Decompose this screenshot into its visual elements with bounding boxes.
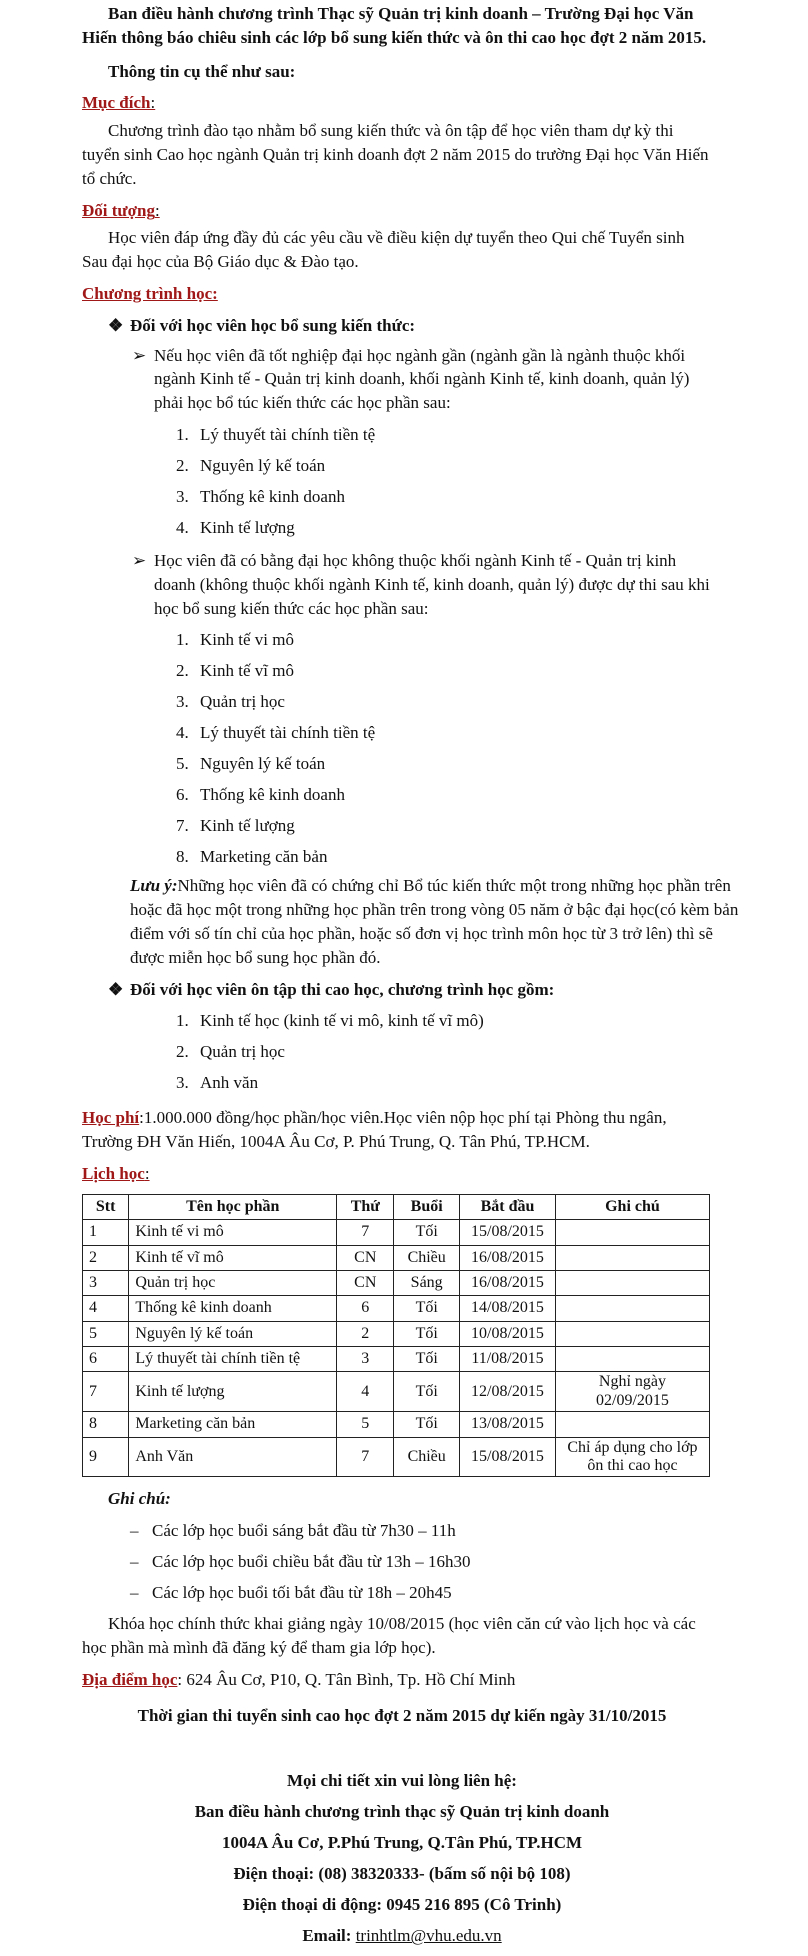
start-date-cell: 10/08/2015 bbox=[460, 1321, 556, 1346]
list-item-label: Quản trị học bbox=[200, 1042, 285, 1062]
note-cell bbox=[555, 1245, 709, 1270]
list-item-label: Nguyên lý kế toán bbox=[200, 455, 326, 475]
contact-intro: Mọi chi tiết xin vui lòng liên hệ: bbox=[287, 1771, 517, 1791]
list-item-number: 1. bbox=[176, 630, 189, 650]
course-name-cell: Lý thuyết tài chính tiền tệ bbox=[129, 1347, 337, 1372]
audience-heading: Đối tượng: bbox=[82, 200, 160, 220]
group1-description: ➢ Nếu học viên đã tốt nghiệp đại học ngành gần (ngành gần là ngành thuộc khối ngành Kinh tế - Quản trị kinh doanh, khối ngành Kinh tế, kinh doanh, quản lý) phải học bổ túc kiến thức các học phần sau: bbox=[82, 344, 718, 415]
email-link[interactable]: trinhtlm@vhu.edu.vn bbox=[355, 1926, 502, 1946]
day-cell: 5 bbox=[337, 1412, 394, 1437]
table-header-cell: Ghi chú bbox=[555, 1194, 709, 1219]
table-row bbox=[83, 1372, 710, 1412]
schedule-heading: Lịch học: bbox=[82, 1163, 150, 1183]
intro-paragraph: Ban điều hành chương trình Thạc sỹ Quản trị kinh doanh – Trường Đại học Văn Hiến thông báo chiêu sinh các lớp bổ sung kiến thức và ôn thi cao học đợt 2 năm 2015. bbox=[82, 4, 707, 47]
table-row bbox=[83, 1412, 710, 1437]
stt-cell: 2 bbox=[83, 1245, 129, 1270]
list-item-number: 1. bbox=[176, 424, 189, 444]
contact-block bbox=[82, 1765, 808, 1951]
session-cell: Tối bbox=[394, 1412, 460, 1437]
day-cell: 3 bbox=[337, 1347, 394, 1372]
table-row bbox=[83, 1437, 710, 1477]
list-item-number: 2. bbox=[176, 455, 189, 475]
note-cell: Nghỉ ngày 02/09/2015 bbox=[555, 1372, 709, 1412]
day-cell: 7 bbox=[337, 1437, 394, 1477]
purpose-heading: Mục đích: bbox=[82, 93, 156, 113]
note-cell bbox=[555, 1321, 709, 1346]
course-name-cell: Thống kê kinh doanh bbox=[129, 1296, 337, 1321]
list-item-number: 2. bbox=[176, 661, 189, 681]
table-row bbox=[83, 1321, 710, 1346]
list-item-label: Thống kê kinh doanh bbox=[200, 785, 345, 805]
list-item bbox=[176, 717, 808, 748]
note-cell bbox=[555, 1270, 709, 1295]
schedule-table bbox=[82, 1194, 710, 1478]
audience-text: Học viên đáp ứng đầy đủ các yêu cầu về điều kiện dự tuyển theo Qui chế Tuyển sinh Sau đại học của Bộ Giáo dục & Đào tạo. bbox=[82, 228, 685, 272]
table-header-cell: Buổi bbox=[394, 1194, 460, 1219]
diamond-bullet-icon: ❖ bbox=[108, 315, 124, 335]
contact-phone: Điện thoại: (08) 38320333- (bấm số nội bộ 108) bbox=[233, 1864, 571, 1884]
start-date-cell: 11/08/2015 bbox=[460, 1347, 556, 1372]
course-name-cell: Kinh tế vĩ mô bbox=[129, 1245, 337, 1270]
list-item bbox=[176, 686, 808, 717]
arrow-bullet-icon: ➢ bbox=[132, 345, 147, 365]
course-name-cell: Anh Văn bbox=[129, 1437, 337, 1477]
table-header-cell: Tên học phần bbox=[129, 1194, 337, 1219]
list-item bbox=[176, 810, 808, 841]
stt-cell: 5 bbox=[83, 1321, 129, 1346]
day-cell: 4 bbox=[337, 1372, 394, 1412]
list-item bbox=[176, 1005, 808, 1036]
session-cell: Tối bbox=[394, 1347, 460, 1372]
program-heading: Chương trình học: bbox=[82, 283, 218, 303]
table-header-cell: Thứ bbox=[337, 1194, 394, 1219]
note-cell bbox=[555, 1296, 709, 1321]
document-page bbox=[0, 2, 808, 1951]
fee-paragraph: Học phí:1.000.000 đồng/học phần/học viên.Học viên nộp học phí tại Phòng thu ngân, Trường ĐH Văn Hiến, 1004A Âu Cơ, P. Phú Trung, Q. Tân Phú, TP.HCM. bbox=[82, 1108, 667, 1152]
stt-cell: 7 bbox=[83, 1372, 129, 1412]
list-item-number: 7. bbox=[176, 816, 189, 836]
list-item bbox=[176, 450, 808, 481]
supplement-section-title: ❖ Đối với học viên học bổ sung kiến thức: bbox=[82, 314, 808, 338]
list-item bbox=[176, 1036, 808, 1067]
session-notes-list bbox=[82, 1515, 808, 1608]
list-item bbox=[176, 748, 808, 779]
session-cell: Tối bbox=[394, 1372, 460, 1412]
course-name-cell: Marketing căn bản bbox=[129, 1412, 337, 1437]
list-item bbox=[176, 655, 808, 686]
table-header-row bbox=[83, 1194, 710, 1219]
table-row bbox=[83, 1245, 710, 1270]
day-cell: CN bbox=[337, 1270, 394, 1295]
note-cell bbox=[555, 1347, 709, 1372]
list-item-number: 3. bbox=[176, 486, 189, 506]
opening-paragraph: Khóa học chính thức khai giảng ngày 10/08/2015 (học viên căn cứ vào lịch học và các học phần mà mình đã đăng ký để tham gia lớp học). bbox=[82, 1614, 696, 1657]
contact-email-line: Email: trinhtlm@vhu.edu.vn bbox=[302, 1926, 502, 1946]
list-item bbox=[130, 1546, 808, 1577]
start-date-cell: 14/08/2015 bbox=[460, 1296, 556, 1321]
session-cell: Chiều bbox=[394, 1245, 460, 1270]
list-item-label: Kinh tế vĩ mô bbox=[200, 661, 294, 681]
session-cell: Tối bbox=[394, 1220, 460, 1245]
location-paragraph: Địa điểm học: 624 Âu Cơ, P10, Q. Tân Bình, Tp. Hồ Chí Minh bbox=[82, 1669, 516, 1689]
list-item-number: 6. bbox=[176, 785, 189, 805]
start-date-cell: 15/08/2015 bbox=[460, 1437, 556, 1477]
session-cell: Tối bbox=[394, 1321, 460, 1346]
course-name-cell: Kinh tế vi mô bbox=[129, 1220, 337, 1245]
list-item-number: 5. bbox=[176, 754, 189, 774]
exemption-note: Lưu ý:Những học viên đã có chứng chỉ Bổ túc kiến thức một trong những học phần trên hoặc đã học một trong những học phần trên trong vòng 05 năm ở bậc đại học(có kèm bản điểm với số tín chỉ của học phần, hoặc số đơn vị học trình môn học từ 3 trở lên) thì sẽ được miễn học bổ sung học phần đó. bbox=[130, 876, 739, 967]
list-item-number: 4. bbox=[176, 517, 189, 537]
dash-bullet-icon: – bbox=[130, 1583, 139, 1603]
list-item bbox=[176, 481, 808, 512]
list-item bbox=[130, 1577, 808, 1608]
table-header-cell: Stt bbox=[83, 1194, 129, 1219]
session-cell: Chiều bbox=[394, 1437, 460, 1477]
list-item-label: Anh văn bbox=[200, 1073, 259, 1093]
list-item-number: 2. bbox=[176, 1042, 189, 1062]
list-item bbox=[176, 624, 808, 655]
table-row bbox=[83, 1347, 710, 1372]
stt-cell: 8 bbox=[83, 1412, 129, 1437]
contact-address: 1004A Âu Cơ, P.Phú Trung, Q.Tân Phú, TP.HCM bbox=[221, 1833, 583, 1853]
list-item-number: 4. bbox=[176, 723, 189, 743]
review-section-title: ❖ Đối với học viên ôn tập thi cao học, chương trình học gồm: bbox=[82, 978, 808, 1002]
course-name-cell: Kinh tế lượng bbox=[129, 1372, 337, 1412]
list-item bbox=[176, 841, 808, 872]
course-name-cell: Quản trị học bbox=[129, 1270, 337, 1295]
exam-date: Thời gian thi tuyển sinh cao học đợt 2 năm 2015 dự kiến ngày 31/10/2015 bbox=[137, 1705, 667, 1725]
review-course-list bbox=[82, 1005, 808, 1098]
group2-course-list bbox=[82, 624, 808, 872]
arrow-bullet-icon: ➢ bbox=[132, 550, 147, 570]
stt-cell: 4 bbox=[83, 1296, 129, 1321]
list-item-label: Quản trị học bbox=[200, 692, 285, 712]
day-cell: CN bbox=[337, 1245, 394, 1270]
list-item bbox=[176, 1067, 808, 1098]
stt-cell: 9 bbox=[83, 1437, 129, 1477]
list-item-label: Các lớp học buổi chiều bắt đầu từ 13h – 16h30 bbox=[152, 1552, 471, 1572]
list-item-label: Kinh tế vi mô bbox=[200, 630, 294, 650]
course-name-cell: Nguyên lý kế toán bbox=[129, 1321, 337, 1346]
session-cell: Sáng bbox=[394, 1270, 460, 1295]
list-item-number: 1. bbox=[176, 1011, 189, 1031]
table-row bbox=[83, 1220, 710, 1245]
start-date-cell: 16/08/2015 bbox=[460, 1245, 556, 1270]
list-item bbox=[176, 512, 808, 543]
list-item-label: Nguyên lý kế toán bbox=[200, 754, 326, 774]
list-item-number: 3. bbox=[176, 1073, 189, 1093]
diamond-bullet-icon: ❖ bbox=[108, 979, 124, 999]
list-item-label: Lý thuyết tài chính tiền tệ bbox=[200, 723, 376, 743]
contact-org: Ban điều hành chương trình thạc sỹ Quản trị kinh doanh bbox=[194, 1802, 610, 1822]
start-date-cell: 16/08/2015 bbox=[460, 1270, 556, 1295]
group1-course-list bbox=[82, 419, 808, 543]
list-item-label: Kinh tế học (kinh tế vi mô, kinh tế vĩ mô) bbox=[200, 1011, 484, 1031]
table-row bbox=[83, 1296, 710, 1321]
stt-cell: 3 bbox=[83, 1270, 129, 1295]
list-item-label: Các lớp học buổi tối bắt đầu từ 18h – 20h45 bbox=[152, 1583, 452, 1603]
group2-description: ➢ Học viên đã có bằng đại học không thuộc khối ngành Kinh tế - Quản trị kinh doanh (không thuộc khối ngành Kinh tế, kinh doanh, quản lý) được dự thi sau khi học bổ sung kiến thức các học phần sau: bbox=[82, 549, 718, 620]
list-item-label: Lý thuyết tài chính tiền tệ bbox=[200, 424, 376, 444]
day-cell: 2 bbox=[337, 1321, 394, 1346]
start-date-cell: 15/08/2015 bbox=[460, 1220, 556, 1245]
start-date-cell: 13/08/2015 bbox=[460, 1412, 556, 1437]
list-item bbox=[176, 779, 808, 810]
note-cell bbox=[555, 1220, 709, 1245]
stt-cell: 6 bbox=[83, 1347, 129, 1372]
list-item-label: Kinh tế lượng bbox=[200, 517, 295, 537]
note-cell: Chỉ áp dụng cho lớp ôn thi cao học bbox=[555, 1437, 709, 1477]
dash-bullet-icon: – bbox=[130, 1552, 139, 1572]
dash-bullet-icon: – bbox=[130, 1521, 139, 1541]
list-item-number: 3. bbox=[176, 692, 189, 712]
notes-label: Ghi chú: bbox=[108, 1489, 171, 1509]
note-cell bbox=[555, 1412, 709, 1437]
list-item bbox=[176, 419, 808, 450]
start-date-cell: 12/08/2015 bbox=[460, 1372, 556, 1412]
day-cell: 6 bbox=[337, 1296, 394, 1321]
table-row bbox=[83, 1270, 710, 1295]
list-item-label: Thống kê kinh doanh bbox=[200, 486, 345, 506]
list-item bbox=[130, 1515, 808, 1546]
contact-mobile: Điện thoại di động: 0945 216 895 (Cô Trinh) bbox=[242, 1895, 562, 1915]
table-header-cell: Bắt đầu bbox=[460, 1194, 556, 1219]
stt-cell: 1 bbox=[83, 1220, 129, 1245]
session-cell: Tối bbox=[394, 1296, 460, 1321]
purpose-text: Chương trình đào tạo nhằm bổ sung kiến thức và ôn tập để học viên tham dự kỳ thi tuyển sinh Cao học ngành Quản trị kinh doanh đợt 2 năm 2015 do trường Đại học Văn Hiến tổ chức. bbox=[82, 121, 709, 188]
list-item-label: Marketing căn bản bbox=[200, 847, 328, 867]
list-item-label: Kinh tế lượng bbox=[200, 816, 295, 836]
list-item-label: Các lớp học buổi sáng bắt đầu từ 7h30 – 11h bbox=[152, 1521, 456, 1541]
day-cell: 7 bbox=[337, 1220, 394, 1245]
list-item-number: 8. bbox=[176, 847, 189, 867]
details-label: Thông tin cụ thể như sau: bbox=[108, 61, 296, 81]
